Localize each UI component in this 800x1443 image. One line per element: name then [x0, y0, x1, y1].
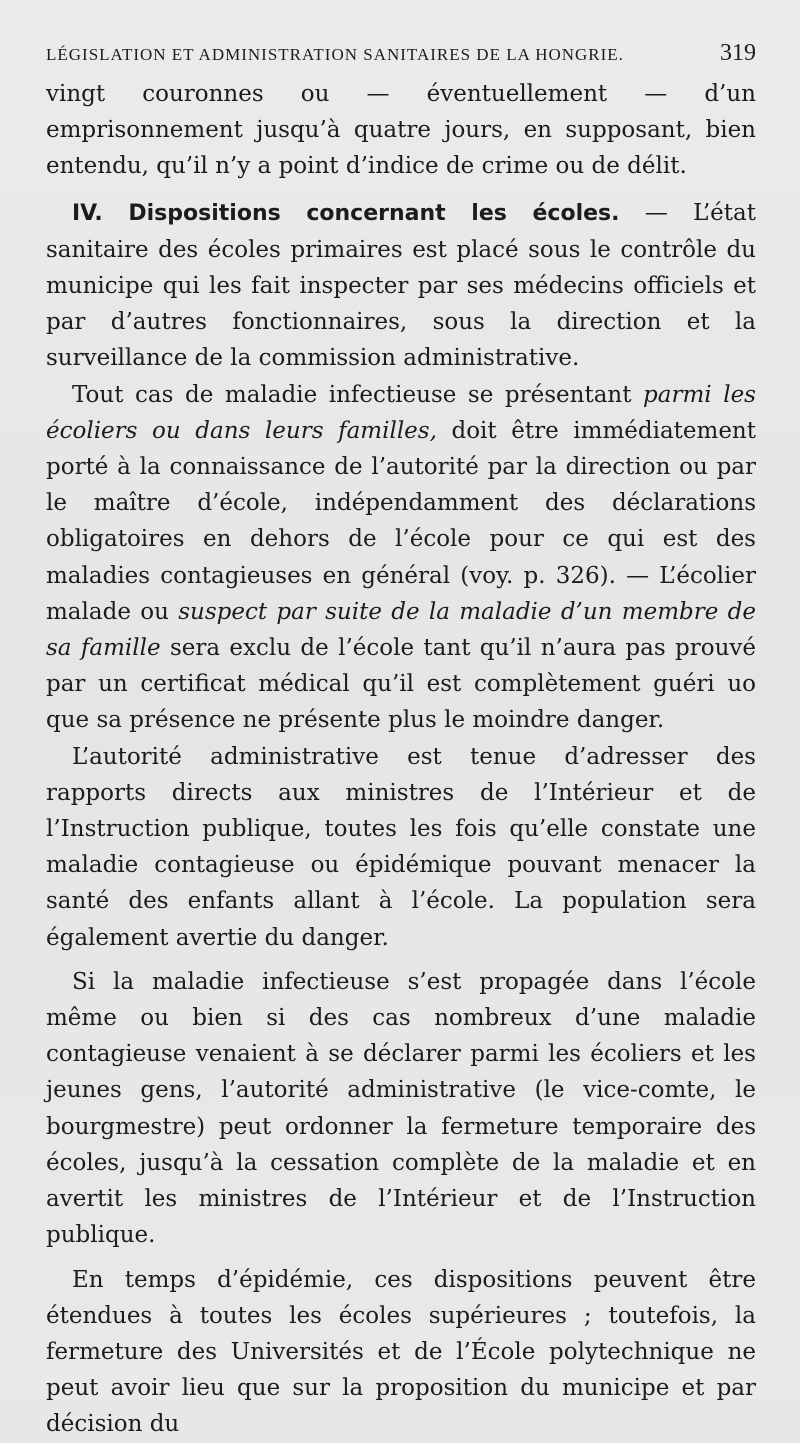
body-text — [46, 76, 756, 1443]
running-header — [46, 40, 756, 76]
italic-run: parmi les écoliers ou dans leurs familles, — [46, 381, 756, 444]
paragraph — [46, 377, 756, 739]
paragraph: En temps d’épidémie, ces dispositions peuvent être étendues à toutes les écoles supérieures ; toutefois, la fermeture des Universités et de l’École polytechnique ne peut avoir lieu que sur la proposition du municipe et par décision du — [46, 1266, 756, 1438]
paragraph: Si la maladie infectieuse s’est propagée dans l’école même ou bien si des cas nombreux d’une maladie contagieuse venaient à se déclarer parmi les écoliers et les jeunes gens, l’autorité administrative (le vice-comte, le bourgmestre) peut ordonner la fermeture temporaire des écoles, jusqu’à la cessation complète de la maladie et en avertit les ministres de l’Intérieur et de l’Instruction publique. — [46, 968, 756, 1249]
page-number: 319 — [720, 40, 756, 66]
header-title: LÉGISLATION ET ADMINISTRATION SANITAIRES DE LA HONGRIE. — [46, 45, 624, 64]
italic-run: suspect par suite de la maladie d’un membre de sa famille — [46, 598, 756, 662]
text-run: sera exclu de l’école tant qu’il n’aura pas prouvé par un certificat médical qu’il est complètement guéri uo que sa présence ne présente plus le moindre danger. — [46, 635, 756, 734]
text-run: Tout cas de maladie infectieuse se présentant — [72, 381, 644, 408]
section-heading: IV. Dispositions concernant les écoles. — [72, 200, 620, 226]
section-paragraph — [46, 195, 756, 377]
paragraph: vingt couronnes ou — éventuellement — d’un emprisonnement jusqu’à quatre jours, en supposant, bien entendu, qu’il n’y a point d’indice de crime ou de délit. — [46, 81, 756, 180]
text-run: doit être immédiatement porté à la connaissance de l’autorité par la direction ou par le maître d’école, indépendamment des déclarations obligatoires en dehors de l’école pour ce qui est des maladies contagieuses en général (voy. p. 326). — L’écolier malade ou — [46, 417, 756, 625]
paragraph-text: — L’état sanitaire des écoles primaires est placé sous le contrôle du municipe qui les fait inspecter par ses médecins officiels et par d’autres fonctionnaires, sous la direction et la surveillance de la commission administrative. — [46, 199, 756, 372]
paragraph: L’autorité administrative est tenue d’adresser des rapports directs aux ministres de l’Intérieur et de l’Instruction publique, toutes les fois qu’elle constate une maladie contagieuse ou épidémique pouvant menacer la santé des enfants allant à l’école. La population sera également avertie du danger. — [46, 743, 756, 951]
